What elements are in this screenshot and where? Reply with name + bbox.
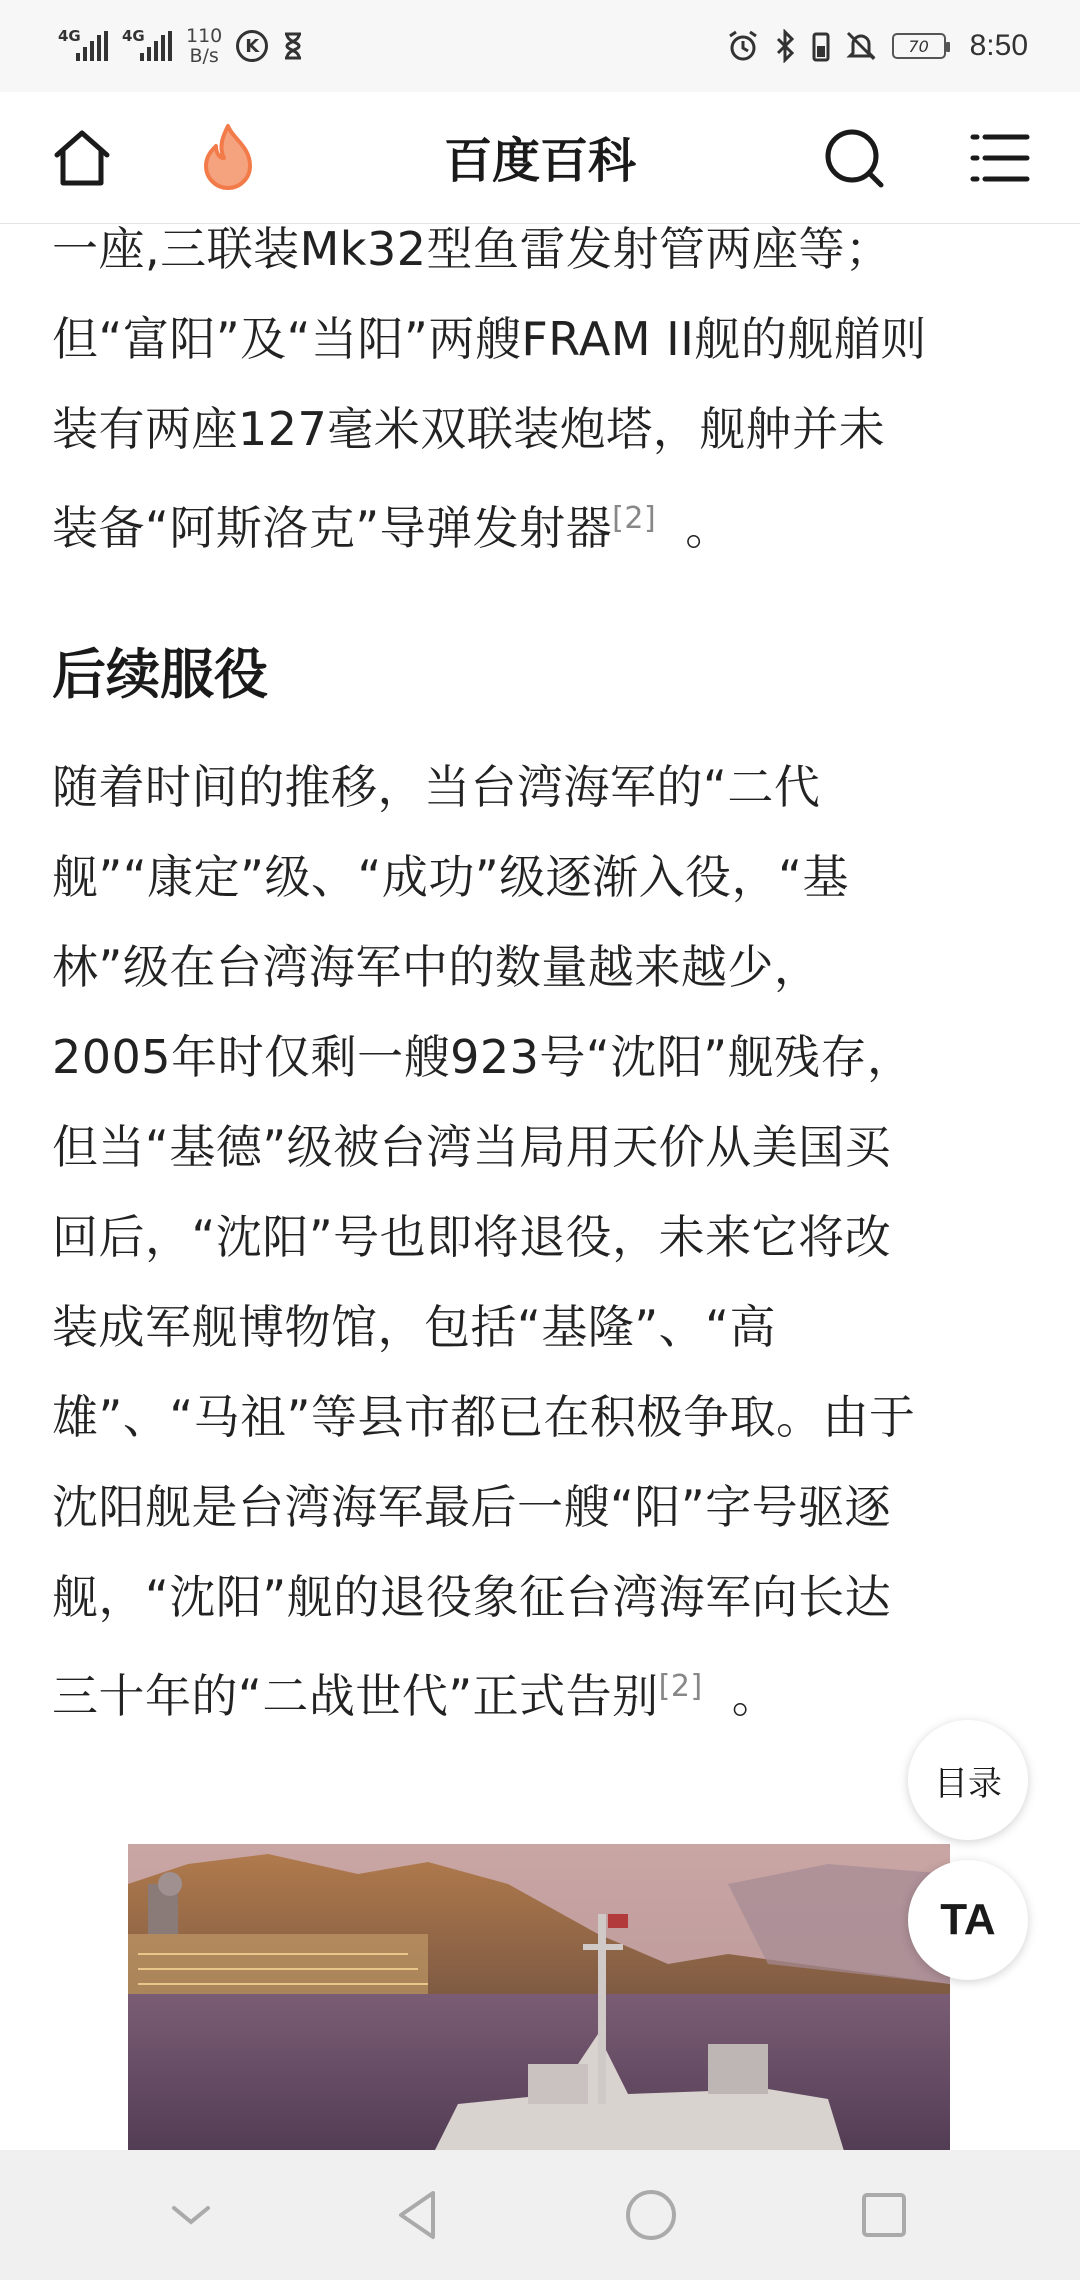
battery-icon: 70 (892, 33, 946, 59)
text-line: 雄”、“马祖”等县市都已在积极争取。由于 (52, 1390, 916, 1444)
signal-label: 4G (58, 27, 81, 45)
section-paragraph (52, 742, 1032, 1741)
text-line: 装有两座127毫米双联装炮塔，舰舯并未 (52, 402, 886, 456)
k-icon: K (236, 30, 268, 62)
text-line: 林”级在台湾海军中的数量越来越少， (52, 940, 821, 994)
text-line-last: 三十年的“二战世代”正式告别 (52, 1669, 659, 1723)
text-line: 沈阳舰是台湾海军最后一艘“阳”字号驱逐 (52, 1480, 892, 1534)
text-line (52, 1642, 1032, 1741)
text-line (52, 474, 1032, 573)
status-left (58, 26, 304, 66)
text-line: 但当“基德”级被台湾当局用天价从美国买 (52, 1120, 892, 1174)
reference-link[interactable]: [2] (612, 501, 657, 536)
net-speed-unit: B/s (189, 45, 219, 67)
sentence-end: 。 (731, 1669, 779, 1723)
net-speed (186, 26, 222, 66)
text-line: 回后，“沈阳”号也即将退役，未来它将改 (52, 1210, 892, 1264)
ta-label: TA (940, 1895, 996, 1944)
back-icon[interactable] (389, 2185, 449, 2245)
sentence-end: 。 (685, 501, 732, 555)
reference-link[interactable]: [2] (658, 1669, 703, 1704)
signal-icon (58, 27, 108, 61)
text-line: 舰”“康定”级、“成功”级逐渐入役，“基 (52, 850, 849, 904)
text-line-last: 装备“阿斯洛克”导弹发射器 (52, 501, 613, 555)
warship-photo (128, 1844, 950, 2150)
article-content (0, 224, 1080, 2150)
section-heading: 后续服役 (52, 643, 268, 706)
text-line: 2005年时仅剩一艘923号“沈阳”舰残存， (52, 1030, 914, 1084)
intro-paragraph (52, 224, 1032, 573)
text-line: 随着时间的推移，当台湾海军的“二代 (52, 760, 821, 814)
text-line: 但“富阳”及“当阳”两艘FRAM II舰的舰艏则 (52, 312, 927, 366)
signal-label-2: 4G (122, 27, 145, 45)
page-title: 百度百科 (443, 133, 636, 189)
alarm-icon (726, 29, 760, 63)
text-line: 一座,三联装Mk32型鱼雷发射管两座等； (52, 224, 892, 276)
phone-battery-icon (812, 30, 830, 62)
net-speed-value: 110 (186, 25, 223, 47)
app-header (0, 92, 1080, 224)
toc-button[interactable] (908, 1720, 1028, 1840)
clock: 8:50 (969, 29, 1028, 62)
hourglass-icon (282, 32, 304, 60)
home-circle-icon[interactable] (621, 2185, 681, 2245)
chevron-down-icon[interactable] (166, 2190, 216, 2240)
menu-icon (967, 125, 1033, 191)
status-bar (0, 0, 1080, 92)
text-line: 舰，“沈阳”舰的退役象征台湾海军向长达 (52, 1570, 892, 1624)
signal-icon-2 (122, 27, 172, 61)
toc-label: 目录 (934, 1763, 1002, 1804)
text-line: 装成军舰博物馆，包括“基隆”、“高 (52, 1300, 776, 1354)
menu-button[interactable] (962, 120, 1038, 196)
mute-bell-icon (844, 29, 878, 63)
search-icon (821, 125, 887, 191)
recents-icon[interactable] (854, 2185, 914, 2245)
system-nav-bar (0, 2150, 1080, 2280)
status-right (726, 29, 1028, 63)
article-image[interactable] (128, 1844, 950, 2150)
search-button[interactable] (816, 120, 892, 196)
bluetooth-icon (774, 29, 798, 63)
ta-button[interactable] (908, 1860, 1028, 1980)
